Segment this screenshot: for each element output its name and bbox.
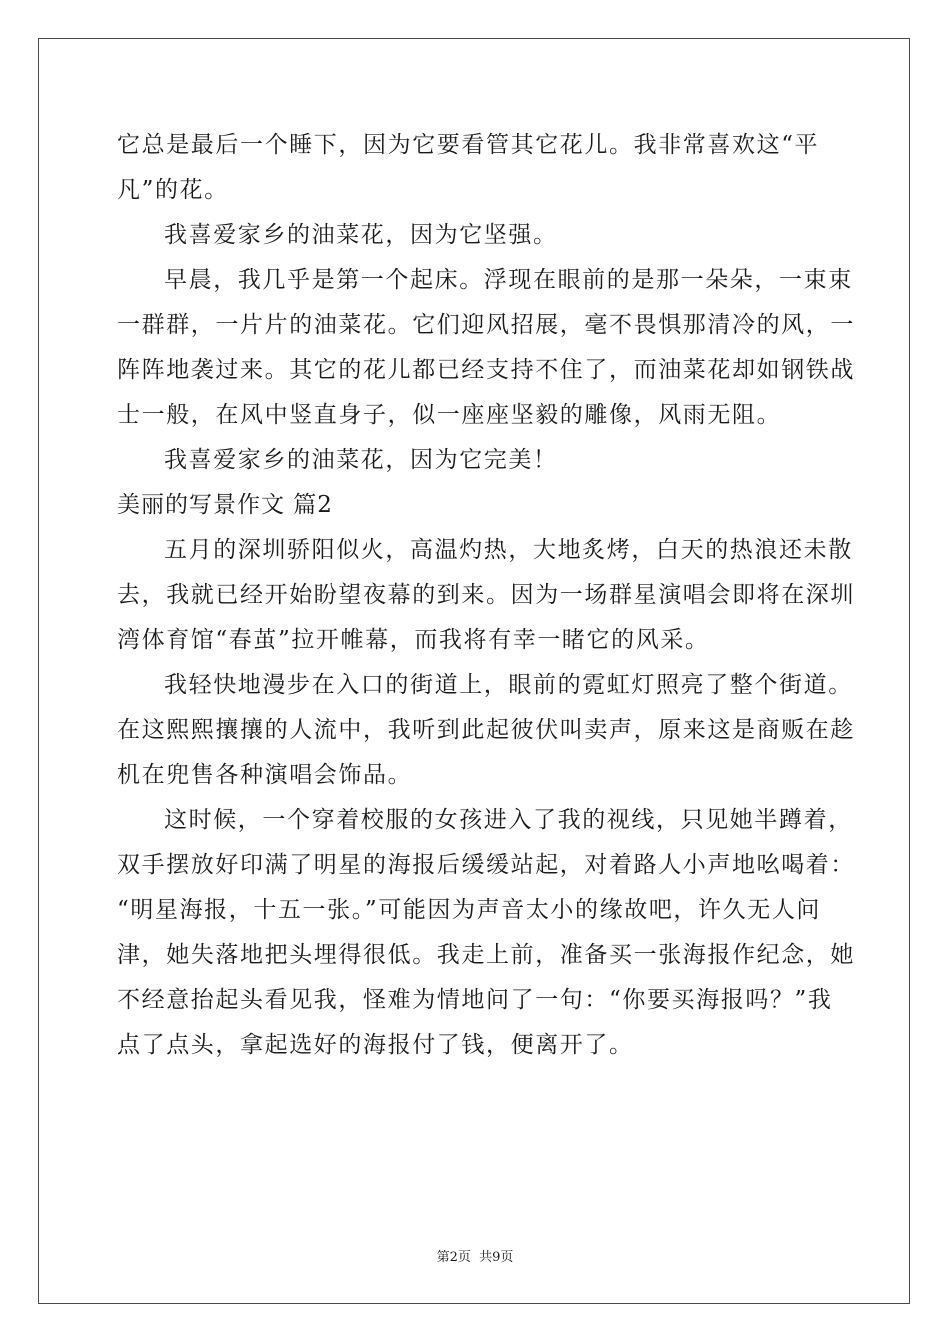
text-line: 早晨，我几乎是第一个起床。浮现在眼前的是那一朵朵，一束束: [164, 267, 853, 293]
section-heading: 美丽的写景作文 篇2: [117, 492, 333, 518]
text-line: 阵阵地袭过来。其它的花儿都已经支持不住了，而油菜花却如钢铁战: [117, 357, 855, 383]
text-line: 双手摆放好印满了明星的海报后缓缓站起，对着路人小声地吆喝着：: [117, 852, 855, 878]
text-line: 五月的深圳骄阳似火，高温灼热，大地炙烤，白天的热浪还未散: [164, 537, 853, 563]
text-line: 一群群，一片片的油菜花。它们迎风招展，毫不畏惧那清冷的风，一: [117, 312, 855, 338]
page-total: 共9页: [479, 1250, 514, 1265]
text-line: 士一般，在风中竖直身子，似一座座坚毅的雕像，风雨无阻。: [117, 402, 782, 428]
document-body: [117, 126, 855, 1071]
text-line: 津，她失落地把头埋得很低。我走上前，准备买一张海报作纪念，她: [117, 942, 855, 968]
text-line: 在这熙熙攘攘的人流中，我听到此起彼伏叫卖声，原来这是商贩在趁: [117, 717, 855, 743]
text-line: 这时候，一个穿着校服的女孩进入了我的视线，只见她半蹲着，: [164, 807, 853, 833]
text-line: 不经意抬起头看见我，怪难为情地问了一句：“你要买海报吗？”我: [117, 987, 833, 1013]
text-line: “明星海报，十五一张。”可能因为声音太小的缘故吧，许久无人问: [117, 897, 822, 923]
text-line: 我喜爱家乡的油菜花，因为它坚强。: [164, 222, 558, 248]
text-line: 它总是最后一个睡下，因为它要看管其它花儿。我非常喜欢这“平: [117, 132, 820, 158]
text-line: 我轻快地漫步在入口的街道上，眼前的霓虹灯照亮了整个街道。: [164, 672, 853, 698]
page-footer: [0, 1246, 950, 1265]
text-line: 湾体育馆“春茧”拉开帷幕，而我将有幸一睹它的风采。: [117, 627, 710, 653]
text-line: 凡”的花。: [117, 177, 229, 203]
page-number: 第2页: [436, 1250, 471, 1265]
text-line: 去，我就已经开始盼望夜幕的到来。因为一场群星演唱会即将在深圳: [117, 582, 855, 608]
text-line: 点了点头，拿起选好的海报付了钱，便离开了。: [117, 1032, 634, 1058]
text-line: 我喜爱家乡的油菜花，因为它完美！: [164, 447, 558, 473]
text-line: 机在兜售各种演唱会饰品。: [117, 762, 413, 788]
